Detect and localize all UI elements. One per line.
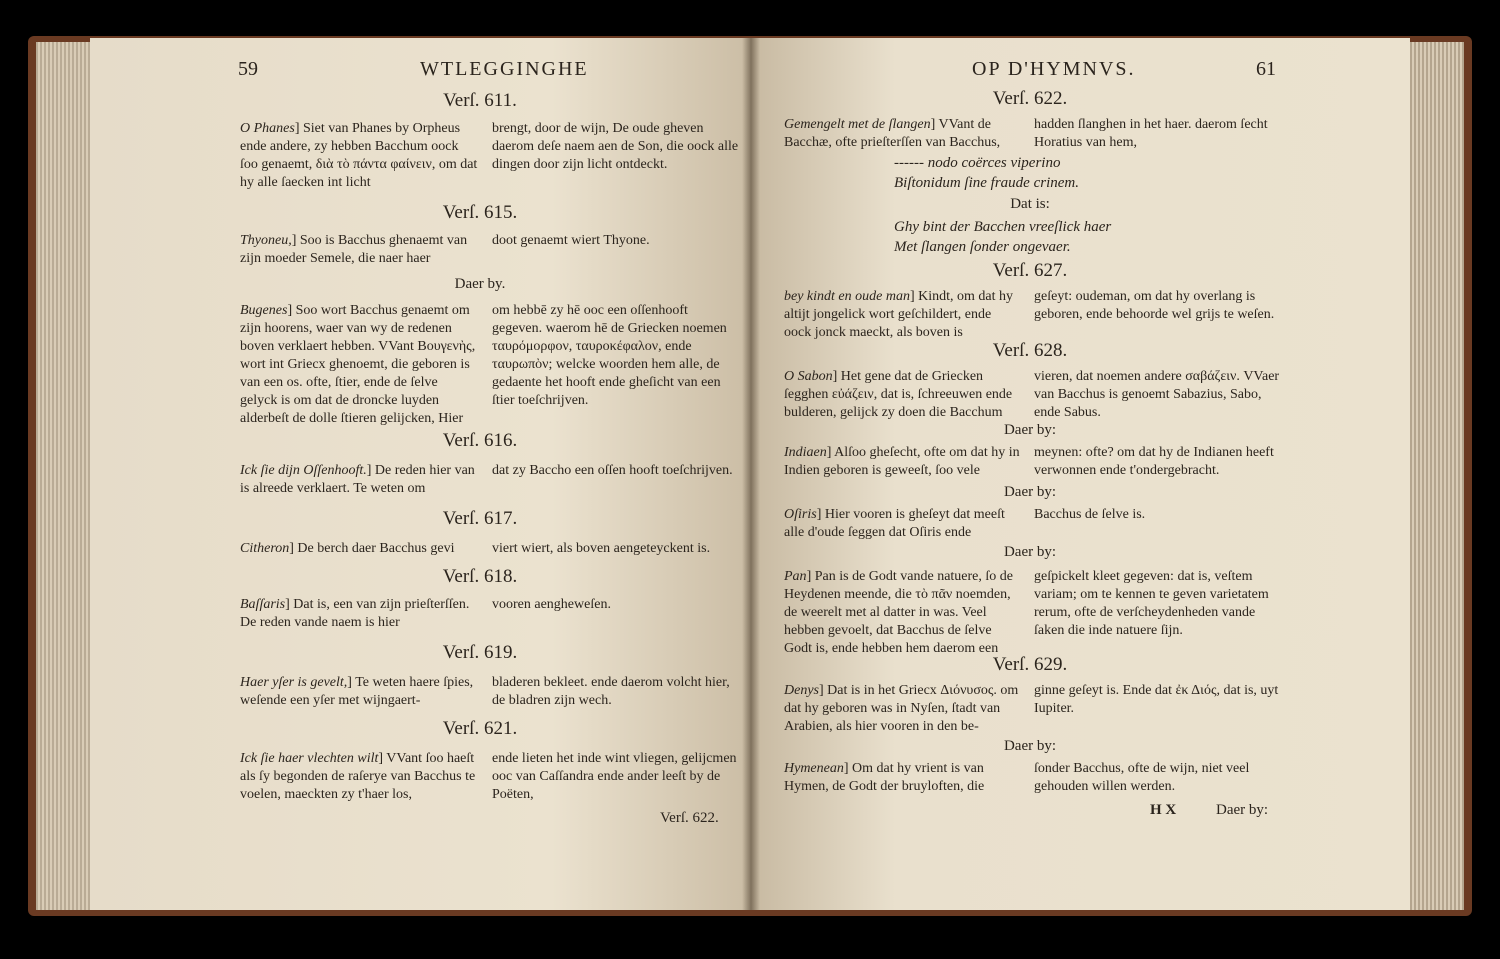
latin-quote-line: ------ nodo coërces viperino xyxy=(894,155,1061,171)
note-col1: Gemengelt met de ſlangen] VVant de Bacchæ, ofte prieſterſſen van Bacchus, xyxy=(784,117,1001,150)
note-col2: Bacchus de ſelve is. xyxy=(1034,507,1146,522)
right-page xyxy=(750,38,1410,910)
note-col2: bladeren bekleet. ende daerom volcht hier, de bladren zijn wech. xyxy=(492,675,730,708)
note-col1: O Sabon] Het gene dat de Griecken ſegghen εὐάζειν, dat is, ſchreeuwen ende bulderen, gelijck zy doen die Bacchum xyxy=(784,369,1013,420)
page-number: 61 xyxy=(1256,58,1276,80)
note-col2: ſonder Bacchus, ofte de wijn, niet veel gehouden willen werden. xyxy=(1034,761,1250,794)
section-heading: Daer by: xyxy=(1003,484,1057,500)
running-head: WTLEGGINGHE xyxy=(420,58,589,80)
note-col2: ende lieten het inde wint vliegen, gelijcmen ooc van Caſſandra ende ander leeſt by de Poëten, xyxy=(492,751,737,802)
note-col1: Pan] Pan is de Godt vande natuere, ſo de Heydenen meende, die τὸ πᾶν noemden, de weerelt met al datter in was. Veel hebben gevoelt, dat Bacchus de ſelve Godt is, ende hebben hem daerom een xyxy=(784,569,1014,656)
verse-line: Met ſlangen ſonder ongevaer. xyxy=(894,239,1071,255)
running-head: OP D'HYMNVS. xyxy=(972,58,1136,80)
signature-mark: H X xyxy=(1150,802,1177,818)
note-col1: Ick ſie haer vlechten wilt] VVant ſoo haeſt als ſy begonden de raſerye van Bacchus te voelen, maeckten zy t'haer los, xyxy=(240,751,476,802)
note-col1: O Phanes] Siet van Phanes by Orpheus ende andere, zy hebben Bacchum oock ſoo genaemt, διὰ τὸ πάντα φαίνειν, om dat hy alle ſaecken int licht xyxy=(240,121,478,190)
note-col2: hadden ſlanghen in het haer. daerom ſecht Horatius van hem, xyxy=(1034,117,1268,150)
book-gutter xyxy=(742,38,760,910)
section-heading: Verſ. 611. xyxy=(443,90,517,111)
section-heading: Verſ. 619. xyxy=(442,642,518,663)
note-col1: Indiaen] Alſoo gheſecht, ofte om dat hy in Indien geboren is geweeſt, ſoo vele xyxy=(784,445,1020,478)
note-col1: Ick ſie dijn Oſſenhooft.] De reden hier van is alreede verklaert. Te weten om xyxy=(240,463,475,496)
section-heading: Daer by: xyxy=(1003,738,1057,754)
catchword: Daer by: xyxy=(1216,802,1269,818)
section-heading: Verſ. 628. xyxy=(992,340,1068,361)
section-heading: Verſ. 621. xyxy=(442,718,518,739)
note-col2: vooren aengheweſen. xyxy=(492,597,611,612)
note-col2: vieren, dat noemen andere σαβάζειν. VVaer van Bacchus is genoemt Sabazius, Sabo, ende Sabus. xyxy=(1034,369,1280,420)
section-heading: Daer by. xyxy=(454,276,506,292)
section-heading: Verſ. 627. xyxy=(992,260,1068,281)
note-col1: Haer yſer is gevelt,] Te weten haere ſpies, weſende een yſer met wijngaert- xyxy=(240,675,474,708)
page-edges-left xyxy=(36,42,96,910)
section-heading: Verſ. 618. xyxy=(442,566,518,587)
page-number: 59 xyxy=(238,58,258,80)
note-col1: Oſiris] Hier vooren is gheſeyt dat meeſt alle d'oude ſeggen dat Oſiris ende xyxy=(784,507,1005,540)
note-col1: Citheron] De berch daer Bacchus gevi xyxy=(240,541,455,556)
section-heading: Verſ. 615. xyxy=(442,202,518,223)
note-col2: om hebbē zy hē ooc een oſſenhooft gegeven. waerom hē de Griecken noemen ταυρόμορφον, ταυροκέφαλον, ende ταυρωπὸν; welcke woorden hem alle, de gedaente het hooft ende gheſicht van een ſtier toeſchrijven. xyxy=(492,303,727,408)
note-col1: Thyoneu,] Soo is Bacchus ghenaemt van zijn moeder Semele, die naer haer xyxy=(240,233,468,266)
note-col1: Baſſaris] Dat is, een van zijn prieſterſſen. De reden vande naem is hier xyxy=(240,597,470,630)
section-heading: Daer by: xyxy=(1003,422,1057,438)
note-col2: doot genaemt wiert Thyone. xyxy=(492,233,650,248)
page-edges-right xyxy=(1404,42,1464,910)
dat-is-label: Dat is: xyxy=(1010,196,1050,212)
latin-quote-line: Biſtonidum ſine fraude crinem. xyxy=(894,175,1079,191)
note-col2: meynen: ofte? om dat hy de Indianen heeft verwonnen ende t'ondergebracht. xyxy=(1034,445,1274,478)
catchword: Verſ. 622. xyxy=(660,810,719,826)
note-col1: Bugenes] Soo wort Bacchus genaemt om zijn hoorens, waer van wy de redenen boven verklaert hebben. VVant Βουγενὴς, wort int Griecx ghenoemt, die geboren is van een os. ofte, ſtier, ende de ſelve gelyck is om dat de droncke luyden alderbeſt de dolle ſtieren gelijcken, Hier xyxy=(240,303,476,426)
section-heading: Verſ. 616. xyxy=(442,430,518,451)
note-col2: geſeyt: oudeman, om dat hy overlang is geboren, ende behoorde wel grijs te weſen. xyxy=(1034,289,1275,322)
section-heading: Verſ. 622. xyxy=(992,88,1068,109)
note-col1: Hymenean] Om dat hy vrient is van Hymen, de Godt der bruyloften, die xyxy=(784,761,985,794)
section-heading: Verſ. 617. xyxy=(442,508,518,529)
note-col1: bey kindt en oude man] Kindt, om dat hy altijt jongelick wort geſchildert, ende oock jonck maeckt, als boven is xyxy=(784,289,1014,340)
verse-line: Ghy bint der Bacchen vreeſlick haer xyxy=(894,219,1112,235)
note-col2: geſpickelt kleet gegeven: dat is, veſtem variam; om te kennen te geven varietatem rerum, ofte de verſcheydenheden vande ſaken die inde natuere ſijn. xyxy=(1034,569,1269,638)
note-col2: viert wiert, als boven aengeteyckent is. xyxy=(492,541,711,556)
section-heading: Verſ. 629. xyxy=(992,654,1068,675)
section-heading: Daer by: xyxy=(1003,544,1057,560)
note-col2: brengt, door de wijn, De oude gheven daerom deſe naem aen de Son, die oock alle dingen door zijn licht ontdeckt. xyxy=(492,121,739,172)
note-col2: ginne geſeyt is. Ende dat ἐκ Διός, dat is, uyt Iupiter. xyxy=(1034,683,1279,716)
note-col1: Denys] Dat is in het Griecx Διόνυσος. om dat hy geboren was in Nyſen, ſtadt van Arabien, als hier vooren in den be- xyxy=(784,683,1019,734)
left-page xyxy=(90,38,750,910)
note-col2: dat zy Baccho een oſſen hooft toeſchrijven. xyxy=(492,463,733,478)
